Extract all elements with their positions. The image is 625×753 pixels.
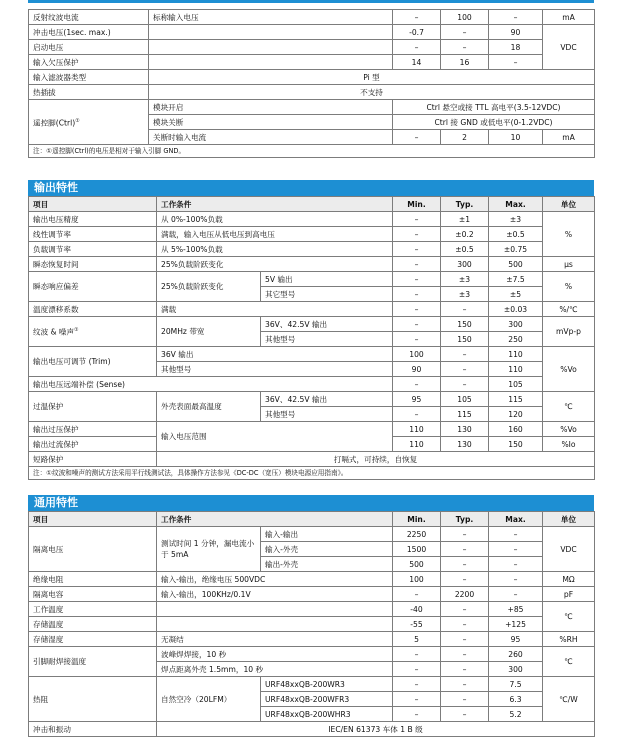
- typ-cell: 115: [441, 407, 489, 422]
- table-row: [29, 347, 595, 362]
- min-cell: –: [393, 317, 441, 332]
- condition-cell: [157, 602, 393, 617]
- typ-cell: –: [441, 40, 489, 55]
- typ-cell: –: [441, 692, 489, 707]
- condition-cell: 输入-输出，100KHz/0.1V: [157, 587, 393, 602]
- header-unit: 单位: [543, 512, 595, 527]
- table-row: [29, 85, 595, 100]
- unit-cell: mA: [543, 10, 595, 25]
- max-cell: –: [489, 542, 543, 557]
- item-cell: 温度漂移系数: [29, 302, 157, 317]
- typ-cell: –: [441, 707, 489, 722]
- input-table: [28, 9, 595, 158]
- unit-cell: ℃/W: [543, 677, 595, 722]
- max-cell: 95: [489, 632, 543, 647]
- header-row: [29, 512, 595, 527]
- sub-condition-cell: URF48xxQB-200WHR3: [261, 707, 393, 722]
- item-cell: 启动电压: [29, 40, 149, 55]
- typ-cell: –: [441, 347, 489, 362]
- max-cell: ±3: [489, 212, 543, 227]
- sub-condition-cell: 输入-外壳: [261, 542, 393, 557]
- min-cell: –: [393, 407, 441, 422]
- table-row: [29, 302, 595, 317]
- item-cell: 存储温度: [29, 617, 157, 632]
- value-cell: Pi 型: [149, 70, 595, 85]
- value-cell: IEC/EN 61373 车体 1 B 级: [157, 722, 595, 737]
- table-row: [29, 602, 595, 617]
- item-cell: 输出过流保护: [29, 437, 157, 452]
- table-row: [29, 242, 595, 257]
- item-cell: 输出电压远端补偿 (Sense): [29, 377, 393, 392]
- sub-condition-cell: 其他型号: [261, 332, 393, 347]
- item-cell: 短路保护: [29, 452, 157, 467]
- table-row: [29, 227, 595, 242]
- condition-cell: 无凝结: [157, 632, 393, 647]
- unit-cell: %Vo: [543, 422, 595, 437]
- typ-cell: –: [441, 362, 489, 377]
- typ-cell: –: [441, 302, 489, 317]
- unit-cell: μs: [543, 257, 595, 272]
- max-cell: –: [489, 10, 543, 25]
- unit-cell: %Vo: [543, 347, 595, 392]
- header-condition: 工作条件: [157, 197, 393, 212]
- table-row: [29, 212, 595, 227]
- min-cell: –: [393, 647, 441, 662]
- min-cell: –: [393, 662, 441, 677]
- condition-cell: [149, 25, 393, 40]
- sub-condition-cell: 36V、42.5V 输出: [261, 392, 393, 407]
- condition-cell: 20MHz 带宽: [157, 317, 261, 347]
- min-cell: 1500: [393, 542, 441, 557]
- typ-cell: 16: [441, 55, 489, 70]
- sub-condition-cell: 其它型号: [261, 287, 393, 302]
- typ-cell: 150: [441, 332, 489, 347]
- header-max: Max.: [489, 197, 543, 212]
- footnote: 注：①纹波和噪声的测试方法采用平行线测试法，具体操作方法参见《DC-DC（宽压）模块电源应用指南》。: [29, 467, 595, 480]
- ctrl-label: 遥控脚(Ctrl): [33, 118, 76, 128]
- condition-cell: 焊点距离外壳 1.5mm，10 秒: [157, 662, 393, 677]
- item-cell: 负载调节率: [29, 242, 157, 257]
- min-cell: 5: [393, 632, 441, 647]
- table-row: [29, 25, 595, 40]
- item-cell: 隔离电压: [29, 527, 157, 572]
- typ-cell: ±0.2: [441, 227, 489, 242]
- table-row: [29, 317, 595, 332]
- condition-cell: [149, 40, 393, 55]
- min-cell: 110: [393, 437, 441, 452]
- item-cell: 隔离电容: [29, 587, 157, 602]
- min-cell: 100: [393, 572, 441, 587]
- max-cell: 5.2: [489, 707, 543, 722]
- table-row: [29, 55, 595, 70]
- condition-cell: 标称输入电压: [149, 10, 393, 25]
- sub-condition-cell: URF48xxQB-200WFR3: [261, 692, 393, 707]
- table-row: [29, 722, 595, 737]
- condition-cell: 模块开启: [149, 100, 393, 115]
- max-cell: +125: [489, 617, 543, 632]
- item-cell: 冲击和振动: [29, 722, 157, 737]
- top-accent-bar: [28, 0, 594, 3]
- condition-cell: [149, 55, 393, 70]
- min-cell: 95: [393, 392, 441, 407]
- typ-cell: 2: [441, 130, 489, 145]
- unit-cell: mA: [543, 130, 595, 145]
- condition-cell: 外壳表面最高温度: [157, 392, 261, 422]
- max-cell: +85: [489, 602, 543, 617]
- unit-cell: %/℃: [543, 302, 595, 317]
- condition-cell: 模块关断: [149, 115, 393, 130]
- table-row: [29, 10, 595, 25]
- max-cell: 90: [489, 25, 543, 40]
- unit-cell: %RH: [543, 632, 595, 647]
- min-cell: 14: [393, 55, 441, 70]
- table-row: [29, 677, 595, 692]
- sub-condition-cell: 输出-外壳: [261, 557, 393, 572]
- header-min: Min.: [393, 512, 441, 527]
- min-cell: 110: [393, 422, 441, 437]
- typ-cell: –: [441, 377, 489, 392]
- condition-cell: 从 0%-100%负载: [157, 212, 393, 227]
- min-cell: -40: [393, 602, 441, 617]
- item-cell: 热阻: [29, 677, 157, 722]
- table-row: [29, 377, 595, 392]
- unit-cell: ℃: [543, 392, 595, 422]
- max-cell: –: [489, 527, 543, 542]
- item-cell: 输入欠压保护: [29, 55, 149, 70]
- typ-cell: –: [441, 557, 489, 572]
- header-typ: Typ.: [441, 197, 489, 212]
- unit-cell: ℃: [543, 602, 595, 632]
- item-cell: 热插拔: [29, 85, 149, 100]
- min-cell: –: [393, 377, 441, 392]
- item-cell: 过温保护: [29, 392, 157, 422]
- item-cell: 瞬态恢复时间: [29, 257, 157, 272]
- typ-cell: –: [441, 677, 489, 692]
- input-section: [28, 9, 594, 158]
- max-cell: –: [489, 55, 543, 70]
- header-max: Max.: [489, 512, 543, 527]
- min-cell: 2250: [393, 527, 441, 542]
- max-cell: 260: [489, 647, 543, 662]
- max-cell: 150: [489, 437, 543, 452]
- ripple-label: 纹波 & 噪声: [33, 327, 75, 337]
- unit-cell: %: [543, 212, 595, 257]
- max-cell: 300: [489, 662, 543, 677]
- max-cell: 105: [489, 377, 543, 392]
- header-row: [29, 197, 595, 212]
- max-cell: –: [489, 557, 543, 572]
- max-cell: 300: [489, 317, 543, 332]
- condition-cell: 25%负载阶跃变化: [157, 272, 261, 302]
- sub-condition-cell: 其他型号: [261, 407, 393, 422]
- unit-cell: VDC: [543, 527, 595, 572]
- value-cell: Ctrl 悬空或接 TTL 高电平(3.5-12VDC): [393, 100, 595, 115]
- table-row: [29, 452, 595, 467]
- typ-cell: ±3: [441, 272, 489, 287]
- sub-condition-cell: 36V 输出: [157, 347, 393, 362]
- unit-cell: MΩ: [543, 572, 595, 587]
- item-cell: 反射纹波电流: [29, 10, 149, 25]
- condition-cell: 满载，输入电压从低电压到高电压: [157, 227, 393, 242]
- max-cell: 250: [489, 332, 543, 347]
- typ-cell: –: [441, 617, 489, 632]
- max-cell: 500: [489, 257, 543, 272]
- table-row: [29, 467, 595, 480]
- typ-cell: –: [441, 572, 489, 587]
- general-table: [28, 511, 595, 737]
- header-item: 项目: [29, 512, 157, 527]
- table-row: [29, 632, 595, 647]
- section-title: 输出特性: [28, 180, 594, 196]
- min-cell: -0.7: [393, 25, 441, 40]
- item-cell: 输出电压可调节 (Trim): [29, 347, 157, 377]
- header-item: 项目: [29, 197, 157, 212]
- header-unit: 单位: [543, 197, 595, 212]
- typ-cell: –: [441, 647, 489, 662]
- typ-cell: 300: [441, 257, 489, 272]
- min-cell: –: [393, 257, 441, 272]
- max-cell: ±5: [489, 287, 543, 302]
- max-cell: 7.5: [489, 677, 543, 692]
- table-row: [29, 647, 595, 662]
- min-cell: –: [393, 302, 441, 317]
- table-row: [29, 257, 595, 272]
- value-cell: 打嗝式，可持续，自恢复: [157, 452, 595, 467]
- sub-condition-cell: URF48xxQB-200WR3: [261, 677, 393, 692]
- item-cell: 冲击电压(1sec. max.): [29, 25, 149, 40]
- typ-cell: –: [441, 662, 489, 677]
- condition-cell: 输入电压范围: [157, 422, 393, 452]
- max-cell: 120: [489, 407, 543, 422]
- typ-cell: ±3: [441, 287, 489, 302]
- table-row: [29, 527, 595, 542]
- condition-cell: 波峰焊焊接，10 秒: [157, 647, 393, 662]
- typ-cell: ±0.5: [441, 242, 489, 257]
- unit-cell: ℃: [543, 647, 595, 677]
- typ-cell: 100: [441, 10, 489, 25]
- min-cell: –: [393, 272, 441, 287]
- general-section: [28, 495, 594, 737]
- item-cell: 引脚耐焊接温度: [29, 647, 157, 677]
- min-cell: –: [393, 40, 441, 55]
- max-cell: –: [489, 572, 543, 587]
- table-row: [29, 587, 595, 602]
- item-cell: 输出过压保护: [29, 422, 157, 437]
- table-row: [29, 272, 595, 287]
- sub-condition-cell: 其他型号: [157, 362, 393, 377]
- output-section: [28, 180, 594, 480]
- item-cell: 工作温度: [29, 602, 157, 617]
- condition-cell: 从 5%-100%负载: [157, 242, 393, 257]
- typ-cell: 2200: [441, 587, 489, 602]
- condition-cell: 满载: [157, 302, 393, 317]
- min-cell: –: [393, 677, 441, 692]
- table-row: [29, 100, 595, 115]
- max-cell: ±0.75: [489, 242, 543, 257]
- table-row: [29, 40, 595, 55]
- unit-cell: %: [543, 272, 595, 302]
- footnote: 注：①遥控脚(Ctrl)的电压是相对于输入引脚 GND。: [29, 145, 595, 158]
- condition-cell: 自然空冷（20LFM）: [157, 677, 261, 722]
- item-cell: 瞬态响应偏差: [29, 272, 157, 302]
- max-cell: 160: [489, 422, 543, 437]
- max-cell: 115: [489, 392, 543, 407]
- typ-cell: –: [441, 602, 489, 617]
- max-cell: 110: [489, 362, 543, 377]
- typ-cell: 130: [441, 437, 489, 452]
- condition-cell: 测试时间 1 分钟，漏电流小于 5mA: [157, 527, 261, 572]
- condition-cell: 输入-输出，绝缘电压 500VDC: [157, 572, 393, 587]
- typ-cell: 130: [441, 422, 489, 437]
- section-title: 通用特性: [28, 495, 594, 511]
- max-cell: ±7.5: [489, 272, 543, 287]
- min-cell: –: [393, 707, 441, 722]
- item-cell: 输出电压精度: [29, 212, 157, 227]
- value-cell: 不支持: [149, 85, 595, 100]
- unit-cell: %Io: [543, 437, 595, 452]
- header-condition: 工作条件: [157, 512, 393, 527]
- table-row: [29, 422, 595, 437]
- typ-cell: –: [441, 542, 489, 557]
- output-table: [28, 196, 595, 480]
- min-cell: –: [393, 227, 441, 242]
- min-cell: –: [393, 242, 441, 257]
- typ-cell: –: [441, 25, 489, 40]
- unit-cell: pF: [543, 587, 595, 602]
- max-cell: 6.3: [489, 692, 543, 707]
- max-cell: 110: [489, 347, 543, 362]
- min-cell: –: [393, 10, 441, 25]
- max-cell: ±0.03: [489, 302, 543, 317]
- condition-cell: 25%负载阶跃变化: [157, 257, 393, 272]
- item-cell: 存储湿度: [29, 632, 157, 647]
- footnote-mark: ①: [74, 327, 79, 334]
- table-row: [29, 392, 595, 407]
- table-row: [29, 70, 595, 85]
- min-cell: –: [393, 287, 441, 302]
- sub-condition-cell: 输入-输出: [261, 527, 393, 542]
- unit-cell: VDC: [543, 25, 595, 70]
- typ-cell: 150: [441, 317, 489, 332]
- typ-cell: ±1: [441, 212, 489, 227]
- typ-cell: –: [441, 632, 489, 647]
- min-cell: 500: [393, 557, 441, 572]
- unit-cell: mVp-p: [543, 317, 595, 347]
- table-row: [29, 572, 595, 587]
- table-row: [29, 617, 595, 632]
- table-row: [29, 145, 595, 158]
- min-cell: –: [393, 587, 441, 602]
- min-cell: 90: [393, 362, 441, 377]
- min-cell: –: [393, 212, 441, 227]
- min-cell: 100: [393, 347, 441, 362]
- min-cell: –: [393, 130, 441, 145]
- footnote-mark: ①: [75, 117, 80, 124]
- header-typ: Typ.: [441, 512, 489, 527]
- condition-cell: 关断时输入电流: [149, 130, 393, 145]
- sub-condition-cell: 5V 输出: [261, 272, 393, 287]
- item-cell: 绝缘电阻: [29, 572, 157, 587]
- item-cell: [29, 100, 149, 145]
- max-cell: 18: [489, 40, 543, 55]
- value-cell: Ctrl 接 GND 或低电平(0-1.2VDC): [393, 115, 595, 130]
- condition-cell: [157, 617, 393, 632]
- header-min: Min.: [393, 197, 441, 212]
- item-cell: 线性调节率: [29, 227, 157, 242]
- max-cell: –: [489, 587, 543, 602]
- min-cell: –: [393, 692, 441, 707]
- item-cell: [29, 317, 157, 347]
- typ-cell: 105: [441, 392, 489, 407]
- item-cell: 输入滤波器类型: [29, 70, 149, 85]
- typ-cell: –: [441, 527, 489, 542]
- sub-condition-cell: 36V、42.5V 输出: [261, 317, 393, 332]
- max-cell: 10: [489, 130, 543, 145]
- min-cell: –: [393, 332, 441, 347]
- min-cell: -55: [393, 617, 441, 632]
- max-cell: ±0.5: [489, 227, 543, 242]
